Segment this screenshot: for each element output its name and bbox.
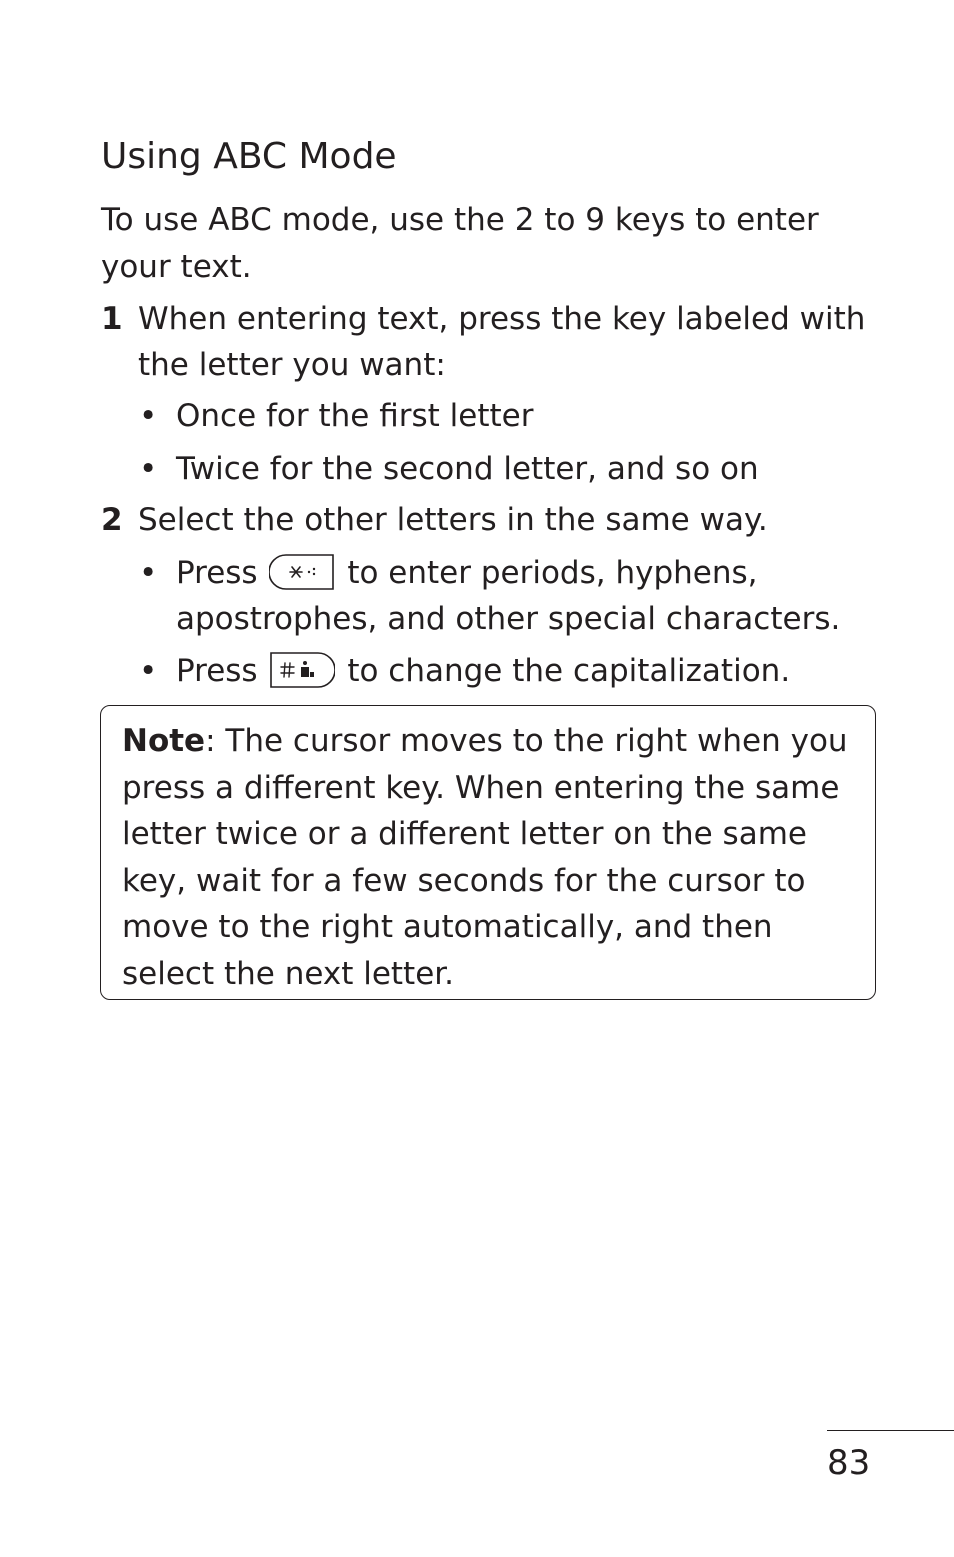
bullet-dot: •: [139, 555, 158, 591]
bullet-text: Twice for the second letter, and so on: [176, 451, 759, 487]
bullet-text: Once for the first letter: [176, 398, 534, 434]
page-number: 83: [827, 1443, 871, 1483]
note-text: [122, 718, 852, 997]
note-body: : The cursor moves to the right when you press a different key. When entering the same letter twice or a different letter on the same key, wait for a few seconds for the cursor to move to the right automatically, and then select the next letter.: [122, 723, 848, 992]
bullet-text-after: to enter periods, hyphens, apostrophes, and other special characters.: [176, 555, 841, 637]
step-2: [101, 497, 891, 543]
step-text: When entering text, press the key labeled with the letter you want:: [138, 301, 866, 383]
bullet-item: [139, 648, 899, 694]
bullet-text-before: Press: [176, 555, 258, 591]
bullet-dot: •: [139, 451, 158, 487]
intro-paragraph: To use ABC mode, use the 2 to 9 keys to enter your text.: [101, 202, 819, 285]
bullet-item: [139, 550, 899, 642]
bullet-item: [139, 393, 899, 439]
bullet-item: [139, 446, 899, 492]
footer-rule: [827, 1430, 954, 1431]
bullet-text-after: to change the capitalization.: [347, 653, 791, 689]
step-1: [101, 296, 891, 388]
bullet-text: [176, 648, 899, 694]
step-number: 1: [101, 301, 123, 337]
bullet-text-before: Press: [176, 653, 258, 689]
hash-key-icon: [269, 651, 335, 689]
step-number: 2: [101, 502, 123, 538]
bullet-text: [176, 550, 899, 642]
step-text: Select the other letters in the same way.: [138, 502, 768, 538]
bullet-dot: •: [139, 653, 158, 689]
note-box: [100, 705, 876, 1000]
star-key-icon: [269, 553, 335, 591]
note-label: Note: [122, 723, 206, 759]
bullet-dot: •: [139, 398, 158, 434]
section-heading: Using ABC Mode: [101, 136, 397, 177]
